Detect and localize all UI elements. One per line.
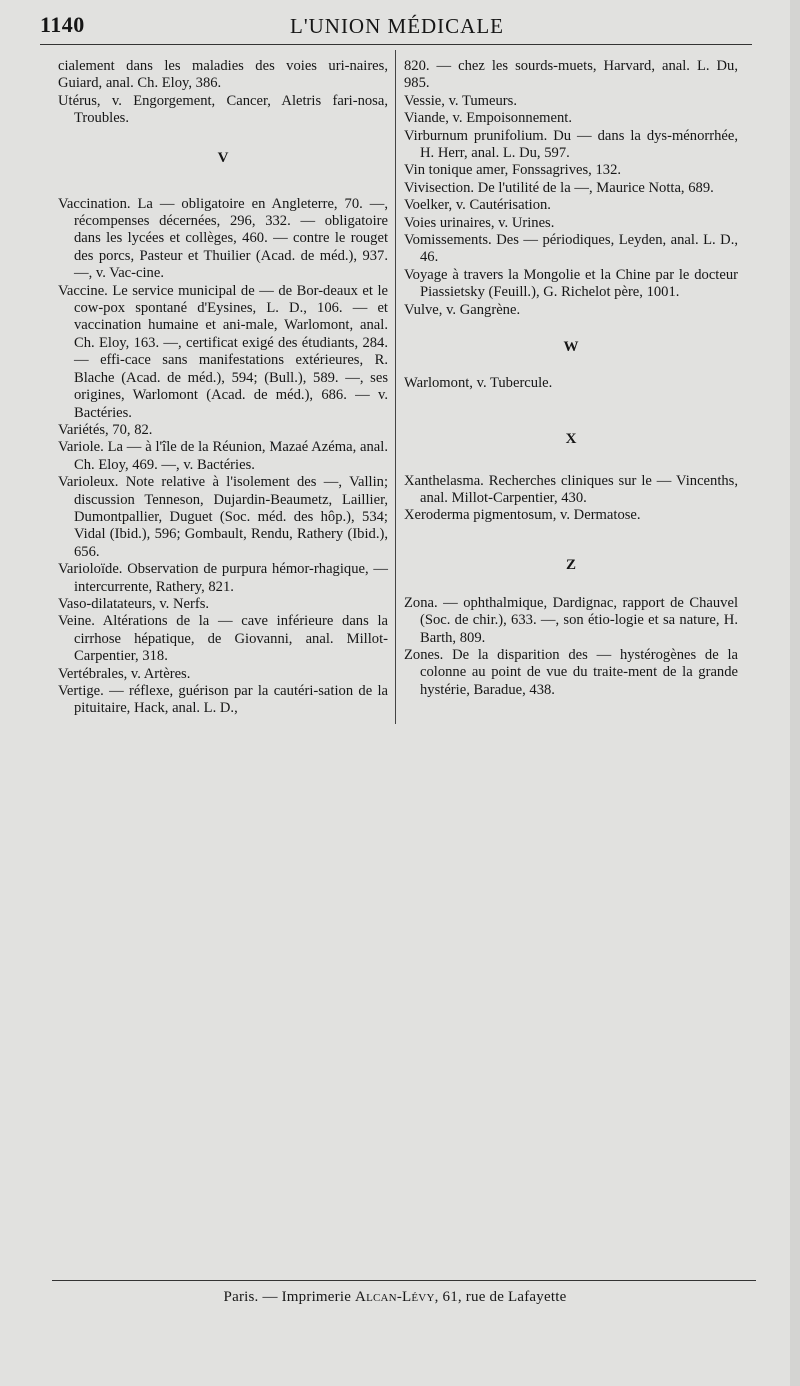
- index-entry: Viande, v. Empoisonnement.: [404, 110, 572, 127]
- imprint-printer-prefix: Imprimerie: [281, 1289, 352, 1305]
- section-letter-v: V: [217, 149, 229, 166]
- index-entry: Vaccination. La — obligatoire en Angleterre, 70. —, récompenses décernées, 296, 332. — obligatoire dans les lycées et collèges, 460. — contre le rouget des porcs, Pasteur et Thuilier (Acad. de méd.), 937. —, v. Vac-cine.: [58, 195, 388, 282]
- index-entry: Vulve, v. Gangrène.: [404, 301, 521, 318]
- section-spacer: [404, 585, 738, 595]
- index-entry: Warlomont, v. Tubercule.: [404, 375, 553, 392]
- index-entry: Vertige. — réflexe, guérison par la cautéri-sation de la pituitaire, Hack, anal. L. D.,: [58, 683, 388, 717]
- index-entry: Vessie, v. Tumeurs.: [404, 92, 517, 109]
- page-number: 1140: [40, 12, 85, 37]
- column-divider: [395, 50, 396, 724]
- index-entry: Virburnum prunifolium. Du — dans la dys-ménorrhée, H. Herr, anal. L. Du, 597.: [404, 127, 738, 162]
- header-rule: [40, 44, 752, 45]
- index-entry: Xeroderma pigmentosum, v. Dermatose.: [404, 507, 641, 524]
- index-entry: Vertébrales, v. Artères.: [58, 665, 191, 682]
- index-entry: Voies urinaires, v. Urines.: [404, 214, 555, 231]
- index-entry: Vivisection. De l'utilité de la —, Maurice Notta, 689.: [404, 179, 714, 196]
- imprint-dash: —: [262, 1289, 278, 1305]
- index-entry: 820. — chez les sourds-muets, Harvard, anal. L. Du, 985.: [404, 58, 738, 92]
- index-entry: Varioloïde. Observation de purpura hémor-rhagique, — intercurrente, Rathery, 821.: [58, 561, 388, 595]
- index-entry: Variole. La — à l'île de la Réunion, Mazaé Azéma, anal. Ch. Eloy, 469. —, v. Bactéries.: [58, 439, 388, 473]
- imprint-printer-name: Alcan-Lévy: [355, 1289, 435, 1305]
- left-column: [58, 58, 388, 718]
- section-spacer: [404, 463, 738, 473]
- journal-title: L'UNION MÉDICALE: [290, 14, 505, 38]
- index-entry: Voelker, v. Cautérisation.: [404, 197, 551, 214]
- index-entry: Zona. — ophthalmique, Dardignac, rapport de Chauvel (Soc. de chir.), 633. —, son étio-logie et sa nature, H. Barth, 809.: [404, 594, 738, 646]
- index-entry: Zones. De la disparition des — hystérogènes de la colonne au point de vue du traite-ment de la grande hystérie, Baradue, 438.: [404, 646, 738, 698]
- index-entry: Vin tonique amer, Fonssagrives, 132.: [404, 162, 622, 179]
- index-entry: Veine. Altérations de la — cave inférieure dans la cirrhose hépatique, de Giovanni, anal. Millot-Carpentier, 318.: [58, 613, 388, 665]
- index-entry: Variétés, 70, 82.: [58, 421, 153, 438]
- right-column: [404, 58, 738, 699]
- imprint-city: Paris.: [223, 1289, 259, 1305]
- index-entry: Vomissements. Des — périodiques, Leyden, anal. L. D., 46.: [404, 232, 738, 266]
- section-spacer: [58, 180, 388, 196]
- footer-rule: [52, 1280, 756, 1281]
- imprint-address: , 61, rue de Lafayette: [434, 1289, 567, 1305]
- page-header: [40, 12, 752, 44]
- printer-imprint: [0, 1289, 790, 1306]
- index-entry: Xanthelasma. Recherches cliniques sur le — Vincenths, anal. Millot-Carpentier, 430.: [404, 472, 738, 506]
- index-entry: Varioleux. Note relative à l'isolement des —, Vallin; discussion Tenneson, Dujardin-Beaumetz, Laillier, Dumontpallier, Duguet (Soc. méd. des hôp.), 534; Vidal (Ibid.), 596; Gombault, Rendu, Rathery (Ibid.), 656.: [58, 474, 388, 560]
- index-entry: Vaso-dilatateurs, v. Nerfs.: [58, 595, 210, 612]
- section-letter-x: X: [565, 430, 577, 447]
- section-letter-w: W: [563, 339, 579, 356]
- index-entry: Utérus, v. Engorgement, Cancer, Aletris fari-nosa, Troubles.: [58, 92, 388, 127]
- index-entry: Voyage à travers la Mongolie et la Chine par le docteur Piassietsky (Feuill.), G. Richelot père, 1001.: [404, 266, 738, 301]
- index-entry: Vaccine. Le service municipal de — de Bor-deaux et le cow-pox spontané d'Eysines, L. D., 106. — et vaccination humaine et ani-male, Warlomont, anal. Ch. Eloy, 163. —, certificat exigé des étudiants, 284. — effi-cace sans manifestations extérieures, R. Blache (Acad. de méd.), 594; (Bull.), 589. —, ses origines, Warlomont (Acad. de méd.), 686. — v. Bactéries.: [58, 282, 388, 421]
- index-entry: cialement dans les maladies des voies uri-naires, Guiard, anal. Ch. Eloy, 386.: [58, 58, 388, 92]
- section-letter-z: Z: [565, 556, 576, 573]
